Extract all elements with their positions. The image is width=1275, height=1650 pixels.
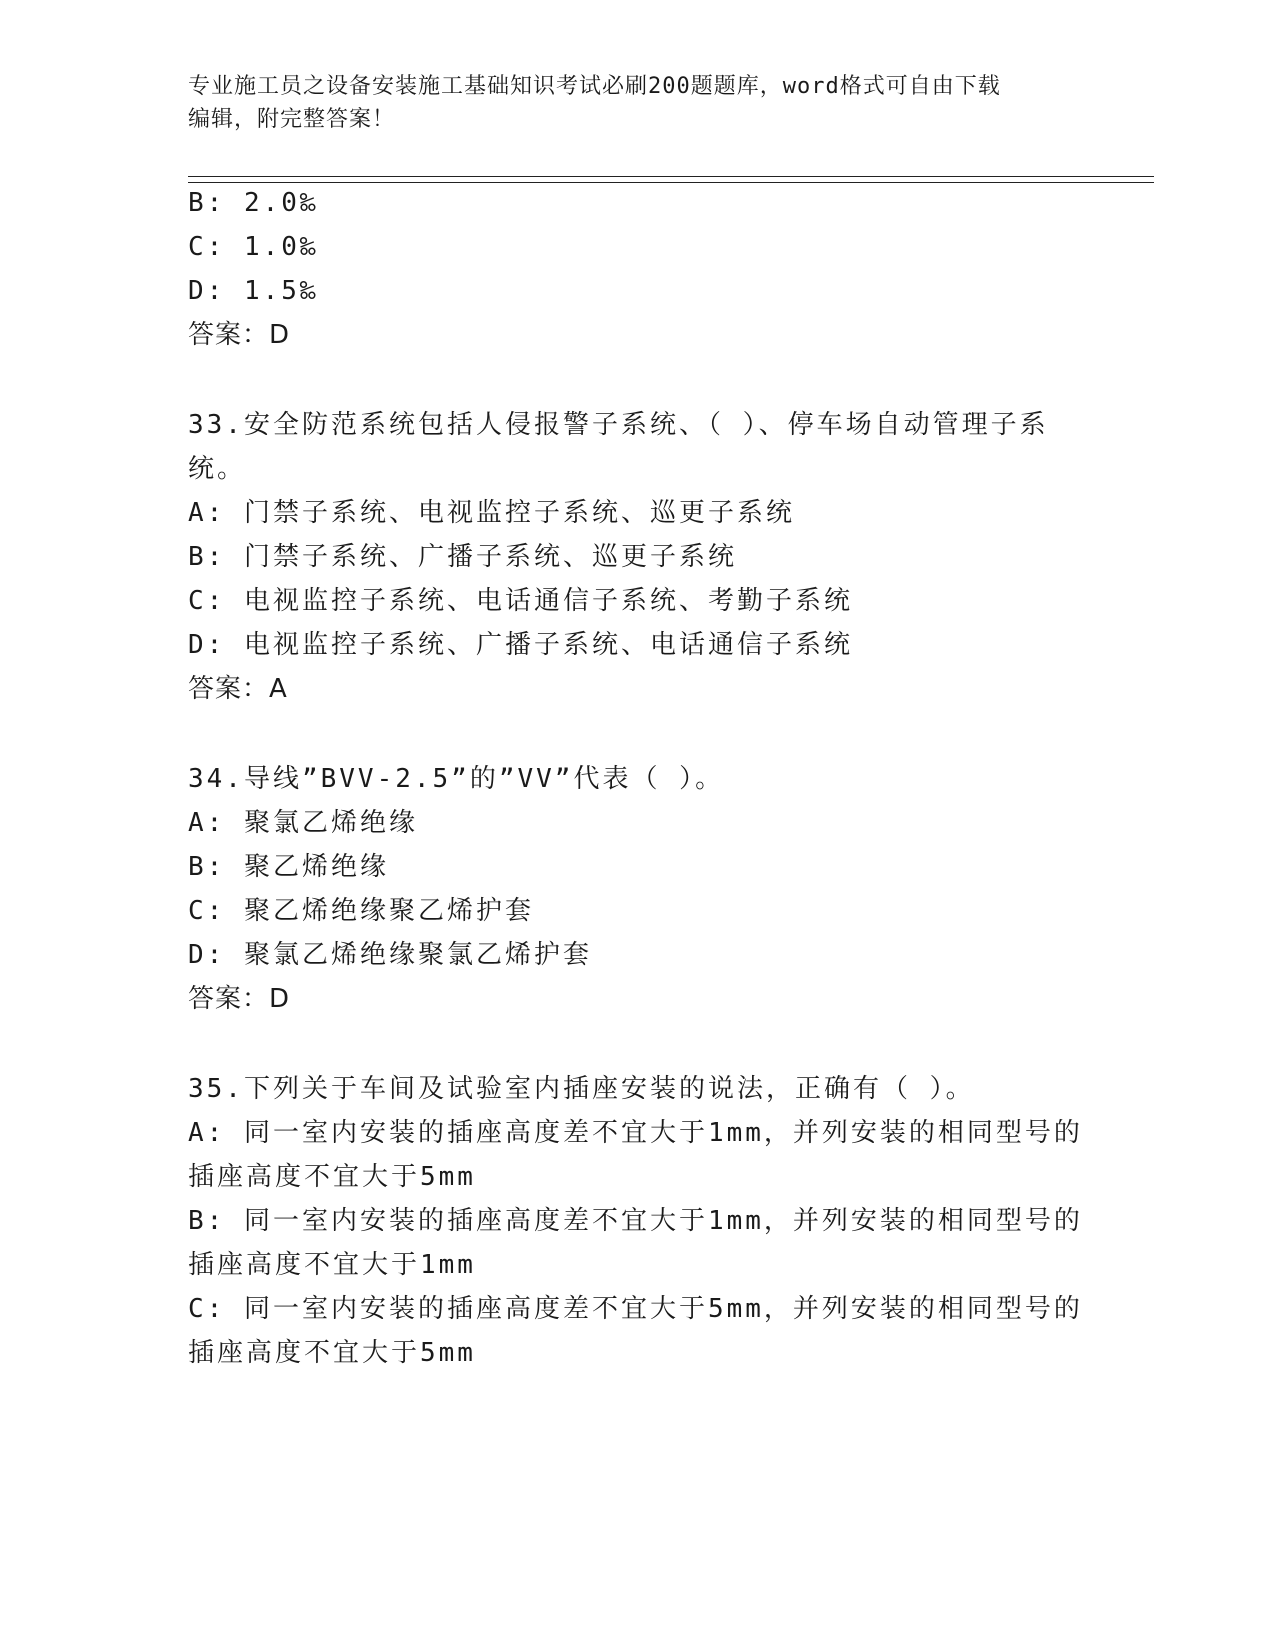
q33-option-a: A: 门禁子系统、电视监控子系统、巡更子系统 [188,498,795,528]
q33-stem-line-1: 33.安全防范系统包括人侵报警子系统、（ ）、停车场自动管理子系 [188,410,1049,440]
q34-option-b: B: 聚乙烯绝缘 [188,852,389,882]
q34-option-a: A: 聚氯乙烯绝缘 [188,808,418,838]
q34-option-d: D: 聚氯乙烯绝缘聚氯乙烯护套 [188,940,592,970]
q35-option-b-line-2: 插座高度不宜大于1mm [188,1250,476,1280]
q33-option-d: D: 电视监控子系统、广播子系统、电话通信子系统 [188,630,853,660]
header-divider-top [188,176,1154,177]
header-title-line-1: 专业施工员之设备安装施工基础知识考试必刷200题题库，word格式可自由下载 [188,74,1001,99]
q35-option-a-line-1: A: 同一室内安装的插座高度差不宜大于1mm，并列安装的相同型号的 [188,1118,1083,1148]
header-divider-bottom [188,182,1154,183]
q33-option-c: C: 电视监控子系统、电话通信子系统、考勤子系统 [188,586,853,616]
q32-option-d: D: 1.5‰ [188,276,319,306]
document-header [188,70,1088,136]
q35-option-c-line-1: C: 同一室内安装的插座高度差不宜大于5mm，并列安装的相同型号的 [188,1294,1083,1324]
q32-option-c: C: 1.0‰ [188,232,319,262]
q33-answer: 答案：A [188,674,288,704]
q35-option-b-line-1: B: 同一室内安装的插座高度差不宜大于1mm，并列安装的相同型号的 [188,1206,1083,1236]
q34-stem: 34.导线”BVV-2.5”的”VV”代表（ ）。 [188,764,725,794]
q34-answer: 答案：D [188,984,291,1014]
q34-option-c: C: 聚乙烯绝缘聚乙烯护套 [188,896,534,926]
q35-stem: 35.下列关于车间及试验室内插座安装的说法，正确有（ ）。 [188,1074,975,1104]
q32-answer: 答案：D [188,320,291,350]
q33-option-b: B: 门禁子系统、广播子系统、巡更子系统 [188,542,737,572]
q33-stem-line-2: 统。 [188,454,247,484]
q35-option-a-line-2: 插座高度不宜大于5mm [188,1162,476,1192]
q32-option-b: B: 2.0‰ [188,188,319,218]
header-title-line-2: 编辑，附完整答案！ [188,107,396,132]
q35-option-c-line-2: 插座高度不宜大于5mm [188,1338,476,1368]
